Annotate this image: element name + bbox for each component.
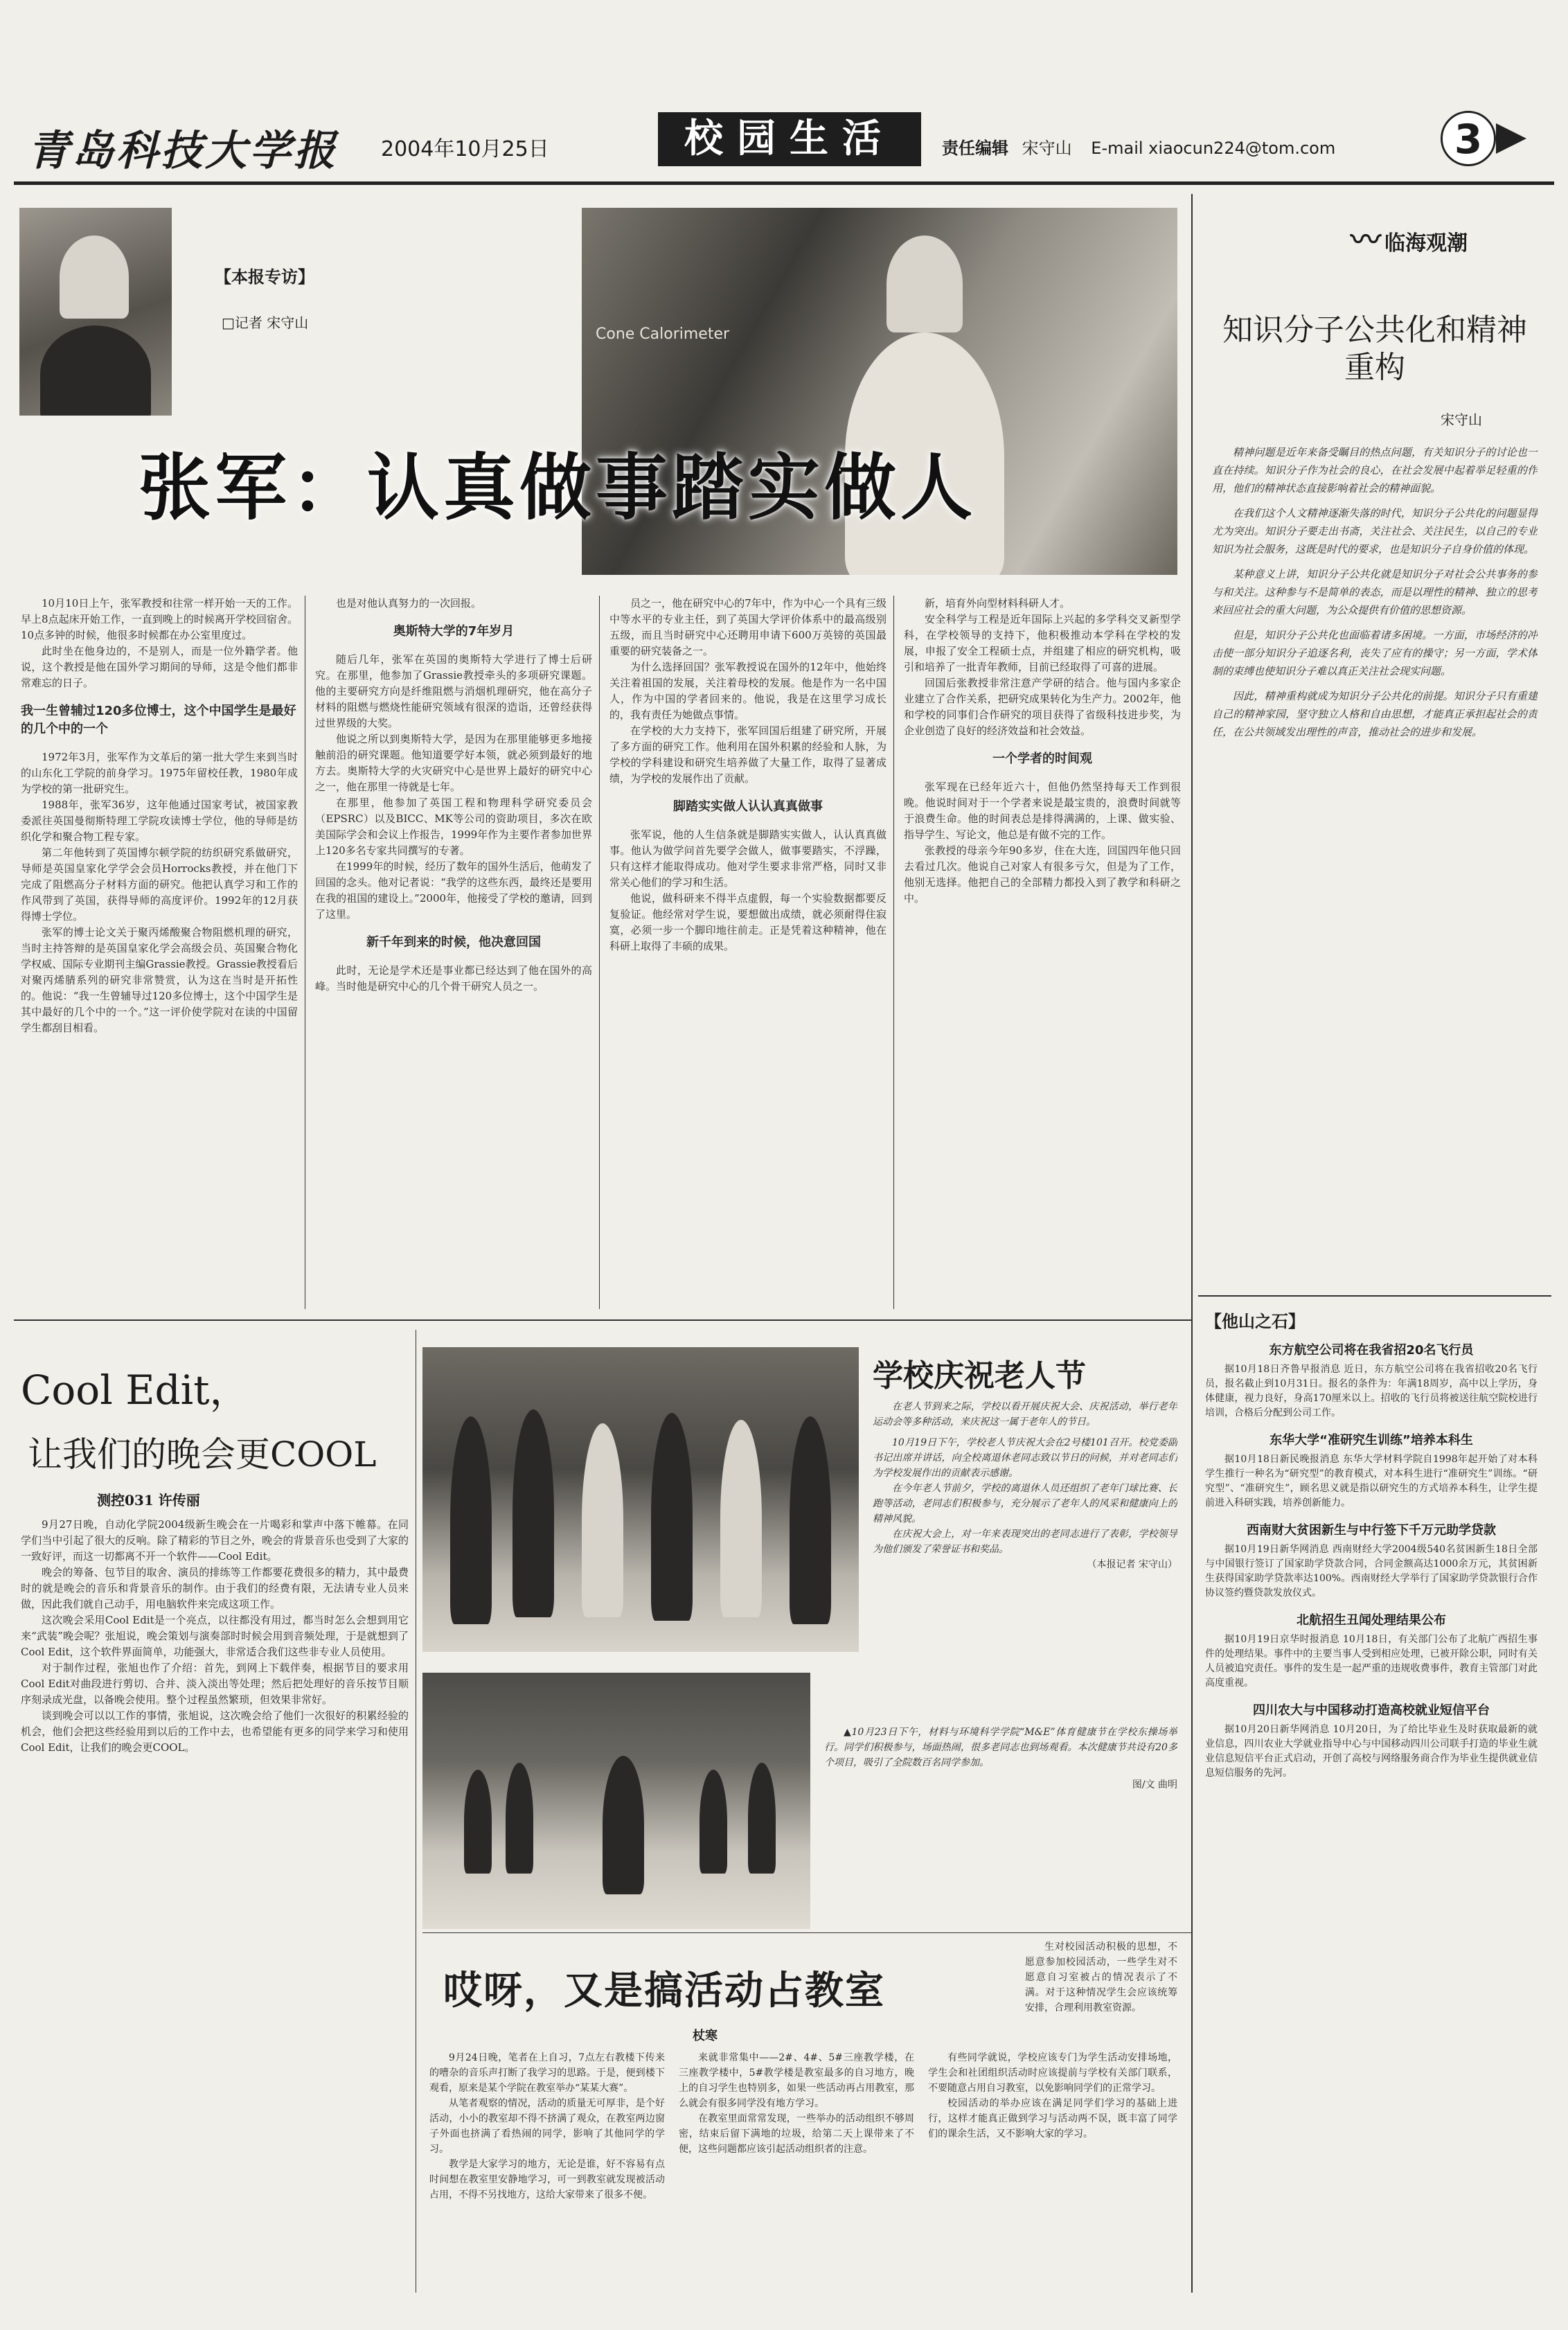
masthead-rule — [14, 181, 1554, 185]
lead-column-1: 10月10日上午，张军教授和往常一样开始一天的工作。早上8点起床开始工作，一直到晚上的时候离开学校回宿舍。10点多钟的时候，他很多时候都在办公室里度过。 此时坐在他身边的，不是别人，而是一位外籍学者。他说，这个教授是他在国外学习期间的导师，这是令他们都非常难忘的日子。 我一生曾辅过120多位博士，这个中国学生是最好的几个中的一个 1972年3月，张军作为文革后的第一批大学生来到当时的山东化工学院的前身学习。1975年留校任教，1980年成为学校的第一批研究生。 1988年，张军36岁，这年他通过国家考试，被国家教委派往英国曼彻斯特理工学院攻读博士学位，他的导师是纺织化学和聚合物工程专家。 第二年他转到了英国博尔顿学院的纺织研究系做研究，导师是英国皇家化学学会会员Horrocks教授，并在他门下完成了阻燃高分子材料方面的研究。他把认真学习和工作的作风带到了英国，获得导师的高度评价。1992年的12月获得博士学位。 张军的博士论文关于聚丙烯酸聚合物阻燃机理的研究，当时主持答辩的是英国皇家化学会高级会员、英国聚合物化学权威、国际专业期刊主编Grassie教授。Grassie教授看后对聚丙烯腈系列的研究非常赞赏，认为这在当时是开拓性的。他说：“我一生曾辅导过120多位博士，这个中国学生是其中最好的几个中的一个。”这一评价使学院对在读的中国留学生都刮目相看。 — [21, 597, 298, 1034]
elderly-body: 在老人节到来之际，学校以看开展庆祝大会、庆祝活动，举行老年运动会等多种活动，来庆祝这一属于老年人的节日。 10月19日下午，学校老人节庆祝大会在2号楼101召开。校党委副书记出席并讲话，向全校离退休老同志致以节日的问候，并对老同志们为学校发展作出的贡献表示感谢。 在今年老人节前夕，学校的离退休人员还组织了老年门球比赛、长跑等活动，老同志们积极参与，充分展示了老年人的风采和健康向上的精神风貌。 在庆祝大会上，对一年来表现突出的老同志进行了表彰，学校领导为他们颁发了荣誉证书和奖品。 （本报记者 宋守山） — [873, 1399, 1177, 1676]
email-label: E-mail — [1091, 139, 1143, 158]
brief-item: 东华大学“准研究生训练”培养本科生 据10月18日新民晚报消息 东华大学材料学院自1998年起开始了对本科学生推行一种名为“研究型”的教育模式，对本科生进行“准研究生”训练。“研究型”、“准研究生”，顾名思义就是指以研究生的方式培养本科生，让学生提前进入科研实践，培养创新能力。 — [1205, 1433, 1538, 1509]
lead-subhead: 我一生曾辅过120多位博士，这个中国学生是最好的几个中的一个 — [21, 704, 296, 736]
commentary-column-header — [1351, 215, 1468, 259]
brief-item: 北航招生丑闻处理结果公布 据10月19日京华时报消息 10月18日，有关部门公布了北航广西招生事件的处理结果。事件中的主要当事人受到相应处理，已被开除公职，同时有关人员被追究责任。事件的发生是一起严重的违规收费事件，教育主管部门对此高度重视。 — [1205, 1613, 1538, 1689]
lead-byline: □记者 宋守山 — [222, 314, 309, 331]
commentary-headline: 知识分子公共化和精神重构 — [1222, 312, 1527, 385]
page-number: 3 — [1454, 116, 1483, 163]
section-banner — [658, 112, 921, 166]
masthead — [14, 111, 1554, 180]
classroom-side-column: 生对校园活动积极的思想，不愿意参加校园活动，一些学生对不愿意自习室被占的情况表示了不满。对于这种情况学生会应该统筹安排，合理利用教室资源。 — [1025, 1941, 1177, 2013]
elderly-signature: （本报记者 宋守山） — [1087, 1559, 1177, 1570]
commentary-body: 精神问题是近年来备受瞩目的热点问题，有关知识分子的讨论也一直在持续。知识分子作为社会的良心，在社会发展中起着举足轻重的作用，他们的精神状态直接影响着社会的精神面貌。 在我们这个人文精神逐渐失落的时代，知识分子公共化的问题显得尤为突出。知识分子要走出书斋，关注社会、关注民生，以自己的专业知识为社会服务，这既是时代的要求，也是知识分子自身价值的体现。 某种意义上讲，知识分子公共化就是知识分子对社会公共事务的参与和关注。这种参与不是简单的表态，而是以理性的精神、独立的思考来回应社会的重大问题，为公众提供有价值的思想资源。 但是，知识分子公共化也面临着诸多困境。一方面，市场经济的冲击使一部分知识分子追逐名利，丧失了应有的操守；另一方面，学术体制的束缚也使知识分子难以真正关注社会现实问题。 因此，精神重构就成为知识分子公共化的前提。知识分子只有重建自己的精神家园，坚守独立人格和自由思想，才能真正承担起社会的责任，在公共领域发出理性的声音，推动社会的进步和发展。 — [1212, 446, 1538, 738]
lead-kicker: 【本报专访】 — [215, 267, 314, 287]
sports-caption: ▲10月23日下午，材料与环境科学学院“M&E”体育健康节在学校东操场举行。同学们积极参与，场面热闹，很多老同志也到场观看。本次健康节共设有20多个项目，吸引了全院数百名同学参加。 图/文 曲明 — [824, 1725, 1177, 1919]
portrait-photo — [19, 208, 172, 416]
page-number-badge — [1441, 111, 1496, 166]
editor-info — [942, 134, 1335, 159]
lead-subhead: 新千年到来的时候，他决意回国 — [366, 935, 541, 950]
section-title: 校园生活 — [684, 116, 895, 161]
lead-subhead: 奥斯特大学的7年岁月 — [393, 624, 515, 639]
cool-edit-byline: 测控031 许传丽 — [97, 1492, 200, 1509]
wave-icon: 〰 — [1351, 222, 1381, 258]
cool-edit-headline-1: Cool Edit， — [21, 1367, 250, 1414]
lead-column-2: 也是对他认真努力的一次回报。 奥斯特大学的7年岁月 随后几年，张军在英国的奥斯特大学进行了博士后研究。在那里，他参加了Grassie教授牵头的多项研究课题。他的主要研究方向是纤维阻燃与消烟机理研究，他在高分子材料的阻燃与燃烧性能研究领域有很深的造诣，还曾经获得过世界级的大奖。 他说之所以到奥斯特大学，是因为在那里能够更多地接触前沿的研究课题。他知道要学好本领，就必须到最好的地方去。奥斯特大学的火灾研究中心是世界上最好的研究中心之一，他在那里一待就是七年。 在那里，他参加了英国工程和物理科学研究委员会（EPSRC）以及BICC、MK等公司的资助项目，多次在欧美国际学会和会议上作报告，1999年作为主要作者参加世界上120多名专家共同撰写的专著。 在1999年的时候，经历了数年的国外生活后，他萌发了回国的念头。他对记者说：“我学的这些东西，最终还是要用在我的祖国的建设上。”2000年，他接受了学校的邀请，回到了这里。 新千年到来的时候，他决意回国 此时，无论是学术还是事业都已经达到了他在国外的高峰。当时他是研究中心的几个骨干研究人员之一。 — [315, 597, 592, 993]
brief-item: 四川农大与中国移动打造高校就业短信平台 据10月20日新华网消息 10月20日，为了给比毕业生及时获取最新的就业信息，四川农业大学就业指导中心与中国移动四川公司联手打造的毕业生就业信息短信平台正式启动，开创了高校与网络服务商合作为毕业生提供就业信息短信服务的先河。 — [1205, 1703, 1538, 1779]
elderly-headline: 学校庆祝老人节 — [873, 1358, 1086, 1394]
classroom-byline: 杖寒 — [693, 2029, 718, 2043]
elderly-group-photo — [422, 1347, 859, 1652]
lead-headline: 张军：认真做事踏实做人 — [139, 445, 977, 530]
classroom-headline: 哎呀，又是搞活动占教室 — [443, 1968, 885, 2013]
brief-item: 东方航空公司将在我省招20名飞行员 据10月18日齐鲁早报消息 近日，东方航空公司将在我省招收20名飞行员，报名截止到10月31日。报名的条件为：年满18周岁，高中以上学历，身体健康，视力良好，身高170厘米以上。招收的飞行员将被送往航空院校进行培训，合格后分配到公司工作。 — [1205, 1343, 1538, 1419]
brief-item: 西南财大贫困新生与中行签下千万元助学贷款 据10月19日新华网消息 西南财经大学2004级540名贫困新生18日全部与中国银行签订了国家助学贷款合同，合同金额高达1000余万元，其贫困新生获得国家助学贷款率达100%。西南财经大学举行了国家助学贷款银行合作协议签约暨贷款发放仪式。 — [1205, 1523, 1538, 1599]
lead-subhead: 一个学者的时间观 — [992, 752, 1092, 766]
arrow-right-icon — [1496, 123, 1526, 154]
lead-column-4: 新，培育外向型材料科研人才。 安全科学与工程是近年国际上兴起的多学科交叉新型学科，在学校领导的支持下，他积极推动本学科在学校的发展，申报了安全工程硕士点，并组建了相应的研究机构，吸引和培养了一批青年教师，目前已经取得了可喜的进展。 回国后张教授非常注意产学研的结合。他与国内多家企业建立了合作关系，把研究成果转化为生产力。2002年，他和学校的同事们合作研究的项目获得了省级科技进步奖，为企业创造了良好的经济效益和社会效益。 一个学者的时间观 张军现在已经年近六十，但他仍然坚持每天工作到很晚。他说时间对于一个学者来说是最宝贵的，浪费时间就等于浪费生命。他的时间表总是排得满满的，上课、做实验、指导学生、写论文，他总是有做不完的工作。 张教授的母亲今年90多岁，住在大连，回国四年他只回去看过几次。他说自己对家人有很多亏欠，但是为了工作，他别无选择。他把自己的全部精力都投入到了教学和科研之中。 — [904, 597, 1181, 905]
cool-edit-headline-2: 让我们的晚会更COOL — [28, 1434, 377, 1475]
classroom-column-1: 9月24日晚，笔者在上自习，7点左右教楼下传来的嘈杂的音乐声打断了我学习的思路。于是，便到楼下观看，原来是某个学院在教室举办“某某大赛”。 从笔者观察的情况，活动的质量无可厚非，是个好活动，小小的教室却不得不挤满了观众，在教室两边窗子外面也挤满了看热闹的同学，影响了其他同学的学习。 教学是大家学习的地方，无论是谁，好不容易有点时间想在教室里安静地学习，可一到教室就发现被活动占用，不得不另找地方，这给大家带来了很多不便。 — [429, 2052, 665, 2200]
editor-label: 责任编辑 — [942, 139, 1008, 158]
classroom-column-3: 有些同学就说，学校应该专门为学生活动安排场地，学生会和社团组织活动时应该提前与学校有关部门联系，不要随意占用自习教室，以免影响同学们的正常学习。 校园活动的举办应该在满足同学们学习的基础上进行，这样才能真正做到学习与活动两不误，既丰富了同学们的课余生活，又不影响大家的学习。 — [928, 2052, 1177, 2140]
issue-date: 2004年10月25日 — [381, 137, 549, 161]
brief-news-list — [1205, 1340, 1538, 2261]
sports-event-photo — [422, 1673, 810, 1929]
cool-edit-body: 9月27日晚，自动化学院2004级新生晚会在一片喝彩和掌声中落下帷幕。在同学们当中引起了很大的反响。除了精彩的节目之外，晚会的背景音乐也受到了大家的一致好评，而这一切都离不开一个软件——Cool Edit。 晚会的筹备、包节目的取舍、演员的排练等工作都要花费很多的精力，其中最费时的就是晚会的音乐和背景音乐的制作。由于我们的经费有限，无法请专业人员来做，因此我们就自己动手，用电脑软件来完成这项工作。 这次晚会采用Cool Edit是一个亮点，以往都没有用过，都当时怎么会想到用它来“武装”晚会呢？张旭说，晚会策划与演奏部时时候会用到音频处理，于是就想到了Cool Edit，这个软件界面简单，功能强大，非常适合我们这些非专业人员使用。 对于制作过程，张旭也作了介绍：首先，到网上下载伴奏，根据节目的要求用Cool Edit对曲段进行剪切、合并、淡入淡出等处理；然后把处理好的音乐按节目顺序刻录成光盘，以备晚会使用。整个过程虽然繁琐，但效果非常好。 谈到晚会可以以工作的事情，张旭说，这次晚会给了他们一次很好的积累经验的机会，他们会把这些经验用到以后的工作中去，也希望能有更多的同学来学习和使用Cool Edit，让我们的晚会更COOL。 — [21, 1518, 409, 1754]
email-address: xiaocun224@tom.com — [1148, 139, 1336, 158]
commentary-author: 宋守山 — [1441, 411, 1482, 428]
editor-name: 宋守山 — [1022, 139, 1072, 158]
commentary-column-name: 临海观潮 — [1384, 231, 1468, 256]
photo-credit: 图/文 曲明 — [1132, 1779, 1177, 1790]
classroom-column-2: 来就非常集中——2#、4#、5#三座教学楼，在三座教学楼中，5#教学楼是教室最多的自习地方，晚上的自习学生也特别多，如果一些活动再占用教室，那么就会有很多同学没有地方学习。 在教室里面常常发现，一些举办的活动组织不够周密，结束后留下满地的垃圾，给第二天上课带来了不便，这些问题都应该引起活动组织者的注意。 — [679, 2052, 914, 2155]
lead-subhead: 脚踏实实做人认认真真做事 — [673, 799, 823, 814]
lead-column-3: 员之一，他在研究中心的7年中，作为中心一个具有三级中等水平的专业主任，到了英国大学评价体系中的最高级别五级，而且当时研究中心还聘用申请下600万英镑的英国最重要的研究装备之一。 为什么选择回国？张军教授说在国外的12年中，他始终关注着祖国的发展，关注着母校的发展。他是作为一名中国人，作为中国的学者回来的。他说，我是在这里学习成长的，我有责任为她做点事情。 在学校的大力支持下，张军回国后组建了研究所，开展了多方面的研究工作。他利用在国外积累的经验和人脉，为学校的学科建设和研究生培养做了大量工作，取得了显著成绩，为学校的发展作出了贡献。 脚踏实实做人认认真真做事 张军说，他的人生信条就是脚踏实实做人，认认真真做事。他认为做学问首先要学会做人，做事要踏实，不浮躁，只有这样才能取得成功。他对学生要求非常严格，同时又非常关心他们的学习和生活。 他说，做科研来不得半点虚假，每一个实验数据都要反复验证。他经常对学生说，要想做出成绩，就必须耐得住寂寞，必须一步一个脚印地往前走。正是凭着这种精神，他在科研上取得了丰硕的成果。 — [609, 597, 887, 952]
paper-name: 青岛科技大学报 — [28, 127, 338, 175]
brief-column-name: 【他山之石】 — [1205, 1312, 1305, 1331]
lab-equipment-label: Cone Calorimeter — [596, 326, 730, 343]
